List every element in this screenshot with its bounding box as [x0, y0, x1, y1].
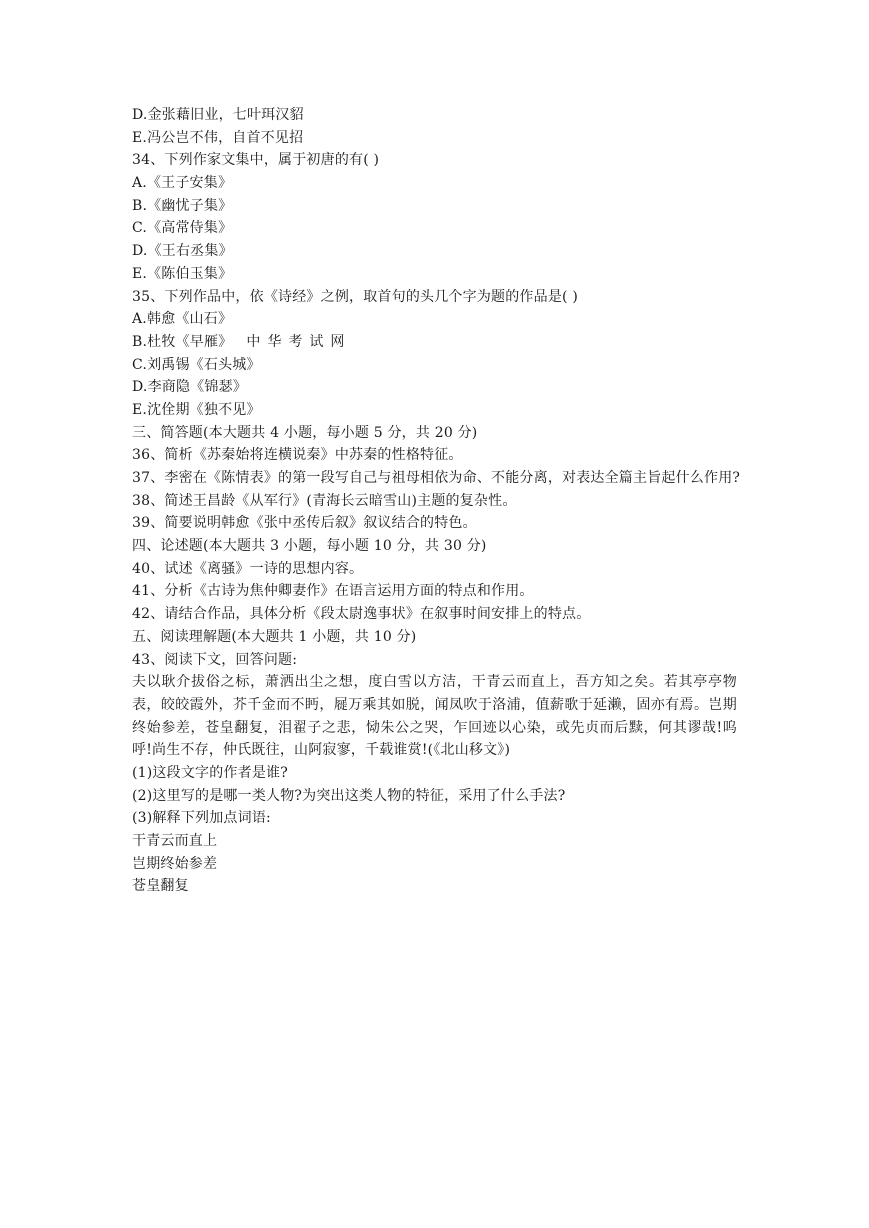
question-41: 41、分析《古诗为焦仲卿妻作》在语言运用方面的特点和作用。	[132, 583, 534, 600]
option-b-q35-text: B.杜牧《早雁》	[132, 333, 233, 350]
term-2: 岂期终始参差	[132, 855, 218, 872]
question-36: 36、简析《苏秦始将连横说秦》中苏秦的性格特征。	[132, 447, 463, 464]
option-c-q35: C.刘禹锡《石头城》	[132, 356, 261, 373]
section-5-heading: 五、阅读理解题(本大题共 1 小题，共 10 分)	[132, 628, 417, 645]
document-content	[132, 104, 742, 898]
term-1: 干青云而直上	[132, 833, 218, 850]
option-e-q34: E.《陈伯玉集》	[132, 265, 233, 282]
option-a-q34: A.《王子安集》	[132, 175, 233, 192]
section-3-heading: 三、简答题(本大题共 4 小题，每小题 5 分，共 20 分)	[132, 424, 478, 441]
option-b-q34: B.《幽忧子集》	[132, 197, 233, 214]
question-39: 39、简要说明韩愈《张中丞传后叙》叙议结合的特色。	[132, 515, 477, 532]
option-d-q33: D.金张藉旧业，七叶珥汉貂	[132, 107, 304, 123]
option-d-q34: D.《王右丞集》	[132, 243, 233, 260]
option-e-q33: E.冯公岂不伟，自首不见招	[132, 129, 304, 146]
option-b-q35	[132, 331, 742, 354]
option-c-q34: C.《高常侍集》	[132, 220, 233, 237]
question-34: 34、下列作家文集中，属于初唐的有( )	[132, 152, 380, 169]
term-3: 苍皇翻复	[132, 878, 189, 895]
question-35: 35、下列作品中，依《诗经》之例，取首句的头几个字为题的作品是( )	[132, 288, 578, 305]
option-e-q35: E.沈佺期《独不见》	[132, 401, 261, 418]
sub-question-1: (1)这段文字的作者是谁?	[132, 765, 288, 782]
question-43: 43、阅读下文，回答问题:	[132, 651, 298, 668]
question-38: 38、简述王昌龄《从军行》(青海长云暗雪山)主题的复杂性。	[132, 492, 517, 509]
sub-question-3: (3)解释下列加点词语:	[132, 810, 271, 827]
sub-question-2: (2)这里写的是哪一类人物?为突出这类人物的特征，采用了什么手法?	[132, 787, 566, 804]
option-d-q35: D.李商隐《锦瑟》	[132, 379, 247, 396]
reading-passage: 夫以耿介拔俗之标，萧洒出尘之想，度白雪以方洁，干青云而直上，吾方知之矣。若其亭亭物表，皎皎霞外，芥千金而不眄，屣万乘其如脱，闻凤吹于洛浦，值薪歌于延濑，固亦有焉。岂期终始参差，苍皇翻复，泪翟子之悲，恸朱公之哭，乍回迹以心染，或先贞而后黩，何其谬哉!呜呼!尚生不存，仲氏既往，山阿寂寥，千载谁赏!(《北山移文》)	[132, 674, 737, 759]
watermark-text: 中华考试网	[246, 333, 352, 350]
option-a-q35: A.韩愈《山石》	[132, 311, 233, 328]
question-37: 37、李密在《陈情表》的第一段写自己与祖母相依为命、不能分离，对表达全篇主旨起什么作用?	[132, 470, 741, 486]
section-4-heading: 四、论述题(本大题共 3 小题，每小题 10 分，共 30 分)	[132, 538, 487, 555]
question-42: 42、请结合作品，具体分析《段太尉逸事状》在叙事时间安排上的特点。	[132, 606, 591, 623]
question-40: 40、试述《离骚》一诗的思想内容。	[132, 560, 364, 577]
